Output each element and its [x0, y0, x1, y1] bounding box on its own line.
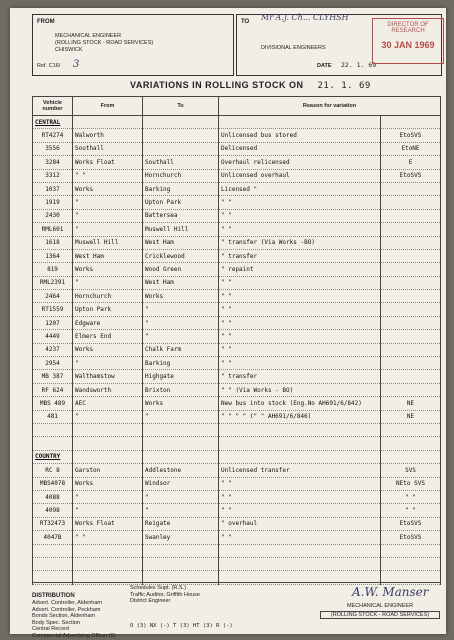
- footer: [32, 582, 440, 639]
- cell-from: ": [73, 196, 143, 209]
- cell-from: Walthamstow: [73, 370, 143, 383]
- cell-code: NE: [381, 410, 441, 423]
- cell-to: [143, 142, 219, 155]
- cell-to: Reigate: [143, 517, 219, 530]
- cell-vehicle: MBS4078: [33, 477, 73, 490]
- cell-code: [381, 303, 441, 316]
- cell-vehicle: RML2391: [33, 276, 73, 289]
- cell-reason: " ": [219, 209, 381, 222]
- cell-code: [381, 249, 441, 262]
- cell-to: ": [143, 330, 219, 343]
- cell-from: ": [73, 209, 143, 222]
- section-label: COUNTRY: [33, 450, 73, 463]
- cell-code: " ": [381, 490, 441, 503]
- stamp-line-1: DIRECTOR OF: [387, 22, 429, 28]
- section-row: [33, 450, 441, 463]
- cell-from: Garston: [73, 464, 143, 477]
- cell-vehicle: RT32473: [33, 517, 73, 530]
- cell-to: ": [143, 303, 219, 316]
- distribution-codes: O (3) NX (-) T (3) HT (3) R (-): [130, 623, 233, 629]
- handwritten-to: Mr A.J. Ch... CLYHSH: [261, 13, 349, 22]
- cell-to: [143, 437, 219, 450]
- col-from: From: [73, 97, 143, 116]
- document-title: [130, 80, 371, 91]
- cell-vehicle: MB 387: [33, 370, 73, 383]
- cell-from: ": [73, 504, 143, 517]
- cell-from: [73, 116, 143, 129]
- cell-reason: New bus into stock (Eng.No AH691/6/842): [219, 397, 381, 410]
- cell-from: Works: [73, 263, 143, 276]
- to-label: TO: [241, 19, 250, 25]
- cell-from: [73, 437, 143, 450]
- cell-vehicle: [33, 423, 73, 436]
- cell-to: ": [143, 316, 219, 329]
- cell-to: Battersea: [143, 209, 219, 222]
- cell-from: Hornchurch: [73, 290, 143, 303]
- cell-code: EtoNE: [381, 142, 441, 155]
- cell-from: AEC: [73, 397, 143, 410]
- memo-header: [32, 14, 440, 76]
- cell-vehicle: [33, 437, 73, 450]
- cell-code: [381, 209, 441, 222]
- cell-reason: [219, 437, 381, 450]
- cell-to: Windsor: [143, 477, 219, 490]
- cell-from: [73, 450, 143, 463]
- table-row: [33, 330, 441, 343]
- cell-reason: " ": [219, 504, 381, 517]
- cell-reason: " ": [219, 290, 381, 303]
- cell-vehicle: [33, 557, 73, 570]
- cell-from: " ": [73, 531, 143, 544]
- cell-reason: Unlicensed bus stored: [219, 129, 381, 142]
- cell-vehicle: RML601: [33, 223, 73, 236]
- cell-reason: " ": [219, 531, 381, 544]
- cell-to: [143, 116, 219, 129]
- cell-to: West Ham: [143, 236, 219, 249]
- cell-to: [143, 544, 219, 557]
- cell-from: Works: [73, 182, 143, 195]
- cell-from: " ": [73, 169, 143, 182]
- cell-code: [381, 357, 441, 370]
- cell-code: [381, 316, 441, 329]
- cell-from: [73, 557, 143, 570]
- table-row: [33, 196, 441, 209]
- col-vehicle: Vehicle number: [33, 97, 73, 116]
- cell-vehicle: 1207: [33, 316, 73, 329]
- cell-from: West Ham: [73, 249, 143, 262]
- cell-vehicle: 1618: [33, 236, 73, 249]
- distribution-entry: Bonds Section, Aldenham: [32, 613, 95, 619]
- cell-vehicle: 819: [33, 263, 73, 276]
- cell-to: [143, 557, 219, 570]
- received-stamp: [372, 18, 444, 64]
- table-row: [33, 397, 441, 410]
- cell-to: Barking: [143, 357, 219, 370]
- table-row: [33, 490, 441, 503]
- cell-from: [73, 423, 143, 436]
- table-row: [33, 423, 441, 436]
- cell-to: Southall: [143, 156, 219, 169]
- table-row: [33, 557, 441, 570]
- cell-vehicle: 1037: [33, 182, 73, 195]
- cell-from: Works: [73, 343, 143, 356]
- stamp-date: 30 JAN 1969: [381, 40, 435, 50]
- distribution-label: DISTRIBUTION: [32, 593, 75, 599]
- cell-vehicle: 4237: [33, 343, 73, 356]
- cell-code: [381, 383, 441, 396]
- cell-vehicle: 4047B: [33, 531, 73, 544]
- table-row: [33, 437, 441, 450]
- cell-vehicle: 3284: [33, 156, 73, 169]
- cell-reason: [219, 557, 381, 570]
- date-value: 22. 1. 69: [341, 61, 377, 69]
- cell-code: [381, 196, 441, 209]
- table-row: [33, 290, 441, 303]
- table-row: [33, 142, 441, 155]
- signature: A.W. Manser: [352, 585, 429, 599]
- cell-code: [381, 423, 441, 436]
- cell-code: " ": [381, 504, 441, 517]
- cell-reason: " ": [219, 196, 381, 209]
- cell-to: Works: [143, 290, 219, 303]
- distribution-entry: Commercial Advertising Officer (6): [32, 632, 116, 639]
- table-row: [33, 209, 441, 222]
- cell-code: EtoSVS: [381, 531, 441, 544]
- cell-code: [381, 236, 441, 249]
- cell-vehicle: 2954: [33, 357, 73, 370]
- cell-to: Chalk Farm: [143, 343, 219, 356]
- cell-code: [381, 263, 441, 276]
- table-row: [33, 129, 441, 142]
- cell-to: Addlestone: [143, 464, 219, 477]
- table-row: [33, 464, 441, 477]
- cell-from: ": [73, 276, 143, 289]
- distribution-entry: Advert. Controller, Peckham: [32, 606, 101, 613]
- cell-code: [381, 343, 441, 356]
- distribution-entry: District Engineer: [130, 598, 171, 604]
- table-row: [33, 236, 441, 249]
- table-row: [33, 182, 441, 195]
- cell-code: [381, 223, 441, 236]
- cell-from: ": [73, 410, 143, 423]
- from-line-3: CHISWICK: [55, 47, 83, 53]
- sig-title-1: MECHANICAL ENGINEER: [346, 603, 414, 609]
- cell-vehicle: 2430: [33, 209, 73, 222]
- table-row: [33, 303, 441, 316]
- cell-from: [73, 544, 143, 557]
- ref-label: Ref. C16/: [37, 63, 61, 69]
- cell-code: [381, 182, 441, 195]
- cell-to: West Ham: [143, 276, 219, 289]
- cell-reason: " repaint: [219, 263, 381, 276]
- cell-reason: [219, 423, 381, 436]
- cell-reason: Licensed ": [219, 182, 381, 195]
- table-row: [33, 316, 441, 329]
- variations-table: [32, 96, 441, 585]
- cell-reason: Overhaul relicensed: [219, 156, 381, 169]
- cell-vehicle: 1364: [33, 249, 73, 262]
- cell-reason: " ": [219, 316, 381, 329]
- table-row: [33, 383, 441, 396]
- cell-vehicle: 4098: [33, 504, 73, 517]
- distribution-list-2: [130, 585, 200, 605]
- from-box: [32, 14, 234, 76]
- cell-code: EtoSVS: [381, 169, 441, 182]
- distribution-entry: Body Spec. Section: [32, 619, 81, 626]
- to-value: DIVISIONAL ENGINEERS: [261, 45, 326, 51]
- cell-from: ": [73, 357, 143, 370]
- cell-to: Muswell Hill: [143, 223, 219, 236]
- cell-reason: [219, 450, 381, 463]
- cell-reason: " " (Via Works - BO): [219, 383, 381, 396]
- cell-code: [381, 276, 441, 289]
- sig-title-2: (ROLLING STOCK - ROAD SERVICES): [320, 611, 440, 619]
- table-row: [33, 223, 441, 236]
- cell-vehicle: 3556: [33, 142, 73, 155]
- cell-code: NE: [381, 397, 441, 410]
- cell-from: Wandsworth: [73, 383, 143, 396]
- cell-code: [381, 290, 441, 303]
- cell-to: [143, 423, 219, 436]
- cell-vehicle: 3312: [33, 169, 73, 182]
- table-row: [33, 156, 441, 169]
- distribution-entry: Traffic Auditor, Griffith House: [130, 591, 200, 598]
- table-body: [33, 116, 441, 585]
- section-row: [33, 116, 441, 129]
- cell-reason: " ": [219, 357, 381, 370]
- distribution-entry: Advert. Controller, Aldenham: [32, 600, 103, 606]
- cell-code: E: [381, 156, 441, 169]
- table-row: [33, 263, 441, 276]
- document-page: [10, 8, 446, 639]
- cell-vehicle: RT4274: [33, 129, 73, 142]
- cell-vehicle: 4449: [33, 330, 73, 343]
- cell-to: Upton Park: [143, 196, 219, 209]
- cell-reason: [219, 116, 381, 129]
- from-label: FROM: [37, 19, 55, 25]
- cell-reason: Delicensed: [219, 142, 381, 155]
- cell-to: ": [143, 490, 219, 503]
- cell-from: ": [73, 223, 143, 236]
- col-to: To: [143, 97, 219, 116]
- cell-reason: " transfer: [219, 370, 381, 383]
- cell-vehicle: MBS 489: [33, 397, 73, 410]
- cell-from: Walworth: [73, 129, 143, 142]
- cell-code: EtoSVS: [381, 129, 441, 142]
- table-row: [33, 517, 441, 530]
- cell-to: Cricklewood: [143, 249, 219, 262]
- cell-from: Elmers End: [73, 330, 143, 343]
- title-text: VARIATIONS IN ROLLING STOCK ON: [130, 80, 304, 90]
- cell-reason: " ": [219, 276, 381, 289]
- cell-reason: " overhaul: [219, 517, 381, 530]
- cell-vehicle: 4088: [33, 490, 73, 503]
- cell-code: [381, 116, 441, 129]
- cell-vehicle: 2464: [33, 290, 73, 303]
- distribution-entry: Schedules Supt. (R.S.): [130, 585, 186, 591]
- cell-to: [143, 129, 219, 142]
- date-label: DATE: [317, 63, 332, 69]
- table-header-row: [33, 97, 441, 116]
- cell-reason: " " " " (" " AH691/6/846): [219, 410, 381, 423]
- table-row: [33, 544, 441, 557]
- table-row: [33, 169, 441, 182]
- cell-to: Works: [143, 397, 219, 410]
- cell-to: Brixton: [143, 383, 219, 396]
- from-line-1: MECHANICAL ENGINEER: [55, 33, 122, 39]
- cell-code: NEto SVS: [381, 477, 441, 490]
- cell-from: ": [73, 490, 143, 503]
- ref-number: 3: [73, 59, 80, 70]
- cell-reason: " ": [219, 343, 381, 356]
- cell-reason: [219, 544, 381, 557]
- stamp-line-2: RESEARCH: [391, 28, 425, 34]
- cell-reason: " transfer (Via Works -BO): [219, 236, 381, 249]
- distribution-entry: Central Record: [32, 626, 69, 632]
- cell-reason: " ": [219, 330, 381, 343]
- cell-to: Highgate: [143, 370, 219, 383]
- cell-from: Works: [73, 477, 143, 490]
- cell-to: ": [143, 504, 219, 517]
- cell-to: Wood Green: [143, 263, 219, 276]
- cell-reason: " ": [219, 303, 381, 316]
- from-line-2: (ROLLING STOCK - ROAD SERVICES): [55, 40, 154, 46]
- cell-vehicle: RF 624: [33, 383, 73, 396]
- cell-to: Barking: [143, 182, 219, 195]
- cell-from: Edgware: [73, 316, 143, 329]
- cell-code: [381, 450, 441, 463]
- cell-reason: " ": [219, 477, 381, 490]
- table-row: [33, 531, 441, 544]
- cell-from: Muswell Hill: [73, 236, 143, 249]
- cell-from: Works Float: [73, 156, 143, 169]
- cell-to: [143, 450, 219, 463]
- cell-vehicle: 1919: [33, 196, 73, 209]
- table-row: [33, 504, 441, 517]
- cell-code: [381, 370, 441, 383]
- cell-from: Southall: [73, 142, 143, 155]
- cell-reason: Unlicensed overhaul: [219, 169, 381, 182]
- cell-code: [381, 544, 441, 557]
- distribution-list-1: [32, 600, 116, 639]
- cell-from: Upton Park: [73, 303, 143, 316]
- table-row: [33, 410, 441, 423]
- cell-code: [381, 330, 441, 343]
- cell-vehicle: 481: [33, 410, 73, 423]
- cell-code: EtoSVS: [381, 517, 441, 530]
- cell-to: Swanley: [143, 531, 219, 544]
- cell-reason: Unlicensed transfer: [219, 464, 381, 477]
- section-label: CENTRAL: [33, 116, 73, 129]
- cell-from: Works Float: [73, 517, 143, 530]
- cell-reason: " ": [219, 490, 381, 503]
- table-row: [33, 249, 441, 262]
- signature-title: [320, 603, 440, 619]
- cell-reason: " ": [219, 223, 381, 236]
- table-row: [33, 477, 441, 490]
- cell-to: ": [143, 410, 219, 423]
- cell-code: [381, 557, 441, 570]
- title-date: 21. 1. 69: [317, 81, 371, 91]
- cell-vehicle: RC 8: [33, 464, 73, 477]
- cell-vehicle: [33, 544, 73, 557]
- table-row: [33, 276, 441, 289]
- table-row: [33, 343, 441, 356]
- table-row: [33, 370, 441, 383]
- cell-code: [381, 437, 441, 450]
- cell-code: SVS: [381, 464, 441, 477]
- col-reason: Reason for variation: [219, 97, 441, 116]
- cell-vehicle: RT1559: [33, 303, 73, 316]
- table-row: [33, 357, 441, 370]
- cell-to: Hornchurch: [143, 169, 219, 182]
- cell-reason: " transfer: [219, 249, 381, 262]
